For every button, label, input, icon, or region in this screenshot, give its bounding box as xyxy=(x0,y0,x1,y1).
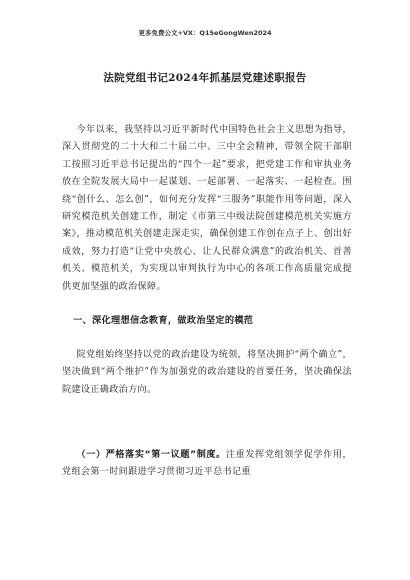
intro-paragraph: 今年以来，我坚持以习近平新时代中国特色社会主义思想为指导，深入贯彻党的二十大和二十届二中、三中全会精神，带领全院干部职工按照习近平总书记提出的“四个一起”要求，把党建工作和审执业务放在全院发展大局中一起谋划、一起部署、一起落实、一起检查。围绕“创什么、怎么创”，如何充分发挥“三服务”职能作用等问题，深入研究模范机关创建工作，制定《市第三中级法院创建模范机关实施方案》，推动模范机关创建走深走实，确保创建工作创在点子上、创出好成效，努力打造“让党中央放心、让人民群众满意”的政治机关、首善机关、模范机关，为实现以审判执行为中心的各项工作高质量完成提供更加坚强的政治保障。 xyxy=(62,125,352,292)
section1-paragraph: 院党组始终坚持以党的政治建设为统领，将坚决拥护“两个确立”，坚决做到“两个维护”作为加强党的政治建设的首要任务，坚决确保法院建设正确政治方向。 xyxy=(62,350,352,395)
subsection-text: 注重发挥党组领学促学作用，党组会第一时间跟进学习贯彻习近平总书记重 xyxy=(62,450,352,478)
document-title: 法院党组书记2024年抓基层党建述职报告 xyxy=(103,72,307,84)
subsection-paragraph xyxy=(62,447,352,482)
header-note: 更多免费公文+VX：Q15eGongWen2024 xyxy=(138,29,272,37)
subsection-lead: （一）严格落实“第一议题”制度。 xyxy=(76,450,226,460)
section-heading-1: 一、深化理想信念教育，做政治坚定的模范 xyxy=(73,315,254,326)
